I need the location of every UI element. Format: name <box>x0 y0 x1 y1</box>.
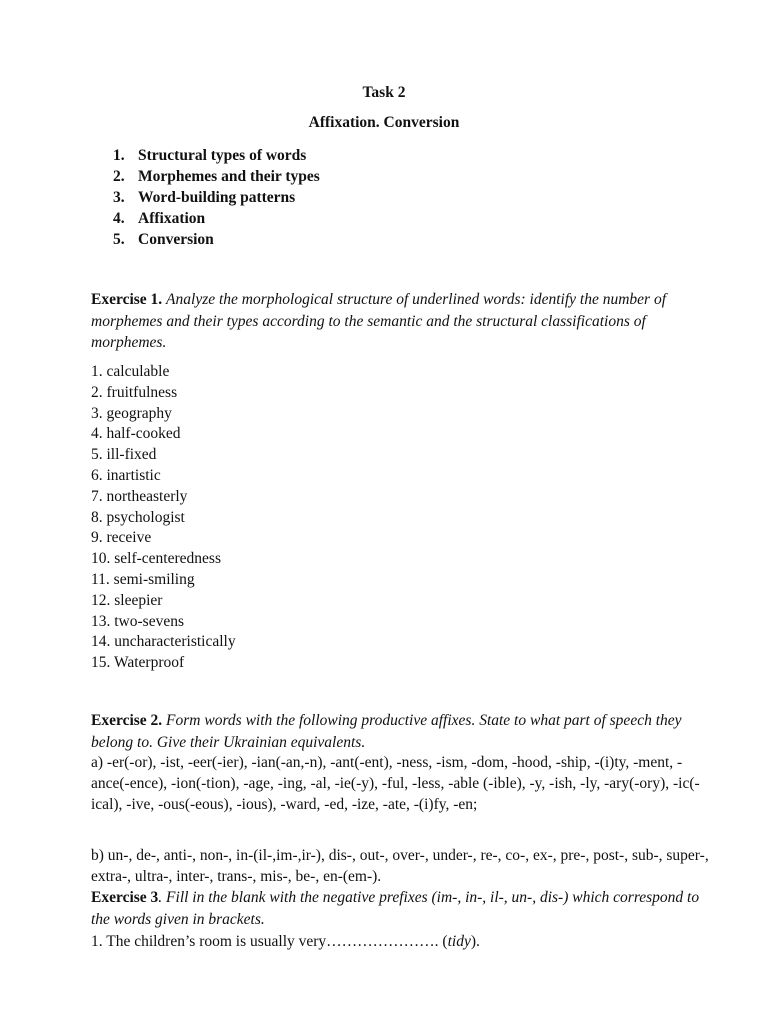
exercise-1-label: Exercise 1. <box>91 291 163 308</box>
exercise-2-instruction: Form words with the following productive affixes. State to what part of speech they belong to. Give their Ukrainian equivalents. <box>91 712 682 751</box>
word-item: 4. half-cooked <box>91 425 181 443</box>
word-item: 9. receive <box>91 529 152 547</box>
contents-item-number: 5. <box>113 231 125 248</box>
contents-item-number: 1. <box>113 147 125 164</box>
contents-item-text: Conversion <box>138 231 214 248</box>
exercise-3-sentence <box>91 931 480 953</box>
contents-item-number: 2. <box>113 168 125 185</box>
exercise-3-label: Exercise 3 <box>91 889 159 906</box>
exercise-3-heading <box>91 887 701 930</box>
word-item: 13. two-sevens <box>91 612 184 630</box>
word-item: 14. uncharacteristically <box>91 633 236 651</box>
contents-item-number: 3. <box>113 189 125 206</box>
word-item: 6. inartistic <box>91 466 161 484</box>
page-subtitle: Affixation. Conversion <box>308 114 460 131</box>
word-item: 10. self-centeredness <box>91 550 221 568</box>
word-item: 3. geography <box>91 404 172 422</box>
contents-item <box>113 166 320 187</box>
contents-item-text: Morphemes and their types <box>138 168 320 185</box>
contents-item <box>113 187 320 208</box>
contents-item <box>113 145 320 166</box>
exercise-2-label: Exercise 2. <box>91 712 163 729</box>
contents-item <box>113 208 320 229</box>
contents-item-text: Affixation <box>138 210 206 227</box>
contents-list <box>113 145 320 250</box>
word-item: 15. Waterproof <box>91 654 185 672</box>
word-item: 2. fruitfulness <box>91 383 178 401</box>
contents-item <box>113 229 320 250</box>
sentence-start: 1. The children’s room is usually very…………………. ( <box>91 933 448 950</box>
exercise-1-instruction: Analyze the morphological structure of underlined words: identify the number of morphemes and their types according to the semantic and the structural classifications of morphemes. <box>91 291 666 351</box>
word-item: 11. semi-smiling <box>91 570 195 588</box>
sentence-end: ). <box>470 933 480 950</box>
exercise-2-suffix-list: a) -er(-or), -ist, -eer(-ier), -ian(-an,-n), -ant(-ent), -ness, -ism, -dom, -hood, -ship, -(i)ty, -ment, -ance(-ence), -ion(-tion), -age, -ing, -al, -ie(-y), -ful, -less, -able (-ible), -y, -ish, -ly, -ary(-ory), -ic(-ical), -ive, -ous(-eous), -ious), -ward, -ed, -ize, -ate, -(i)fy, -en; <box>91 754 700 813</box>
word-item: 5. ill-fixed <box>91 446 157 464</box>
sentence-word: tidy <box>447 933 471 950</box>
contents-item-text: Word-building patterns <box>138 189 296 206</box>
page-title: Task 2 <box>362 84 406 101</box>
exercise-3-instruction: . Fill in the blank with the negative prefixes (im-, in-, il-, un-, dis-) which correspond to the words given in brackets. <box>91 889 700 928</box>
word-item: 1. calculable <box>91 363 170 380</box>
word-item: 7. northeasterly <box>91 487 188 505</box>
exercise-2-heading <box>91 710 701 753</box>
exercise-2-prefix-list: b) un-, de-, anti-, non-, in-(il-,im-,ir-), dis-, out-, over-, under-, re-, co-, ex-, pre-, post-, sub-, super-, extra-, ultra-, inter-, trans-, mis-, be-, en-(em-). <box>91 847 709 885</box>
contents-item-number: 4. <box>113 210 125 227</box>
word-item: 12. sleepier <box>91 591 163 609</box>
exercise-1-word-list <box>91 362 236 674</box>
contents-item-text: Structural types of words <box>138 147 307 164</box>
word-item: 8. psychologist <box>91 508 185 526</box>
exercise-1-heading <box>91 289 701 354</box>
